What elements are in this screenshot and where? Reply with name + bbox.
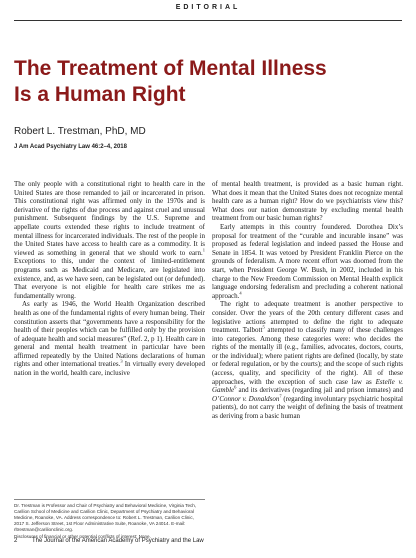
text-run: Exceptions to this, under the context of limited-entitlement programs such as Medicaid and Medicare, are legislated into existence, and, as we have seen, can be legislated out (or defunded). That everyone is not eligible for health care strikes me as fundamentally wrong. <box>14 257 205 300</box>
text-run: In virtually every developed nation in the world, health care, inclusive <box>14 360 205 378</box>
header-rule <box>14 20 402 21</box>
author-footnote <box>14 503 205 541</box>
reference-marker: 5 <box>262 324 265 330</box>
reference-marker: 6 <box>234 384 237 390</box>
section-label: EDITORIAL <box>175 4 241 11</box>
left-paragraph-1 <box>14 180 205 300</box>
journal-citation: J Am Acad Psychiatry Law 46:2–4, 2018 <box>14 144 127 150</box>
reference-marker: 4 <box>239 290 242 296</box>
title-line-1: The Treatment of Mental Illness <box>14 57 327 80</box>
right-paragraph-2 <box>212 223 403 300</box>
page-number: 2 <box>14 538 18 544</box>
case-name: O’Connor v. Donaldson <box>212 394 280 403</box>
text-run: (regarding involuntary psychiatric hospital patients), do not carry the weight of defining the basis of treatment as deriving from a basic human <box>212 394 403 421</box>
text-run: As early as 1946, the World Health Organization described health as one of the fundamental rights of every human being. Their constitution asserts that “governments have a responsibility for the health of their peoples which can be fulfilled only by the provision of adequate health and social measures” (Ref. 2, p 1). Health care in general and mental health treatment in particular have been affirmed repeatedly by the United Nations declarations of human rights and other international treaties. <box>14 300 205 369</box>
left-column <box>14 180 205 378</box>
text-run: of mental health treatment, is provided as a basic human right. What does it mean that the United States does not recognize mental health care as a human right? How do we psychiatrists view this? What does our nation demonstrate by excluding mental health treatment from our basic human rights? <box>212 180 403 223</box>
article-title <box>14 56 404 108</box>
reference-marker: 3 <box>120 359 123 365</box>
text-run: attempted to classify many of these challenges into categories. Among these categories were: who decides the rights of the mentally ill (e.g., families, advocates, doctors, courts, or the individual); where patient rights are defined (locally, by state or federal regulation, or by the courts); and the scope of such rights (access, quality, and specificity of the right). All of these approaches, with the exception of such case law as <box>212 326 403 386</box>
text-run: Early attempts in this country foundered. Dorothea Dix’s proposal for treatment of the “curable and incurable insane” was proposed as federal legislation and indeed passed the House and Senate in 1854. It was vetoed by President Franklin Pierce on the grounds of federalism. A more recent effort was doomed from the start, when President George W. Bush, in 2002, included in his charge to the New Freedom Commission on Mental Health explicit language endorsing federalism and precluding a coherent national approach. <box>212 222 403 300</box>
case-name: Estelle v. Gamble <box>212 377 403 395</box>
right-paragraph-3 <box>212 300 403 420</box>
right-paragraph-1 <box>212 180 403 223</box>
text-run: The only people with a constitutional right to health care in the United States are those remanded to jail or incarcerated in prison. This constitutional right was affirmed only in the 1970s and is derivative of the rights of due process and against cruel and unusual punishment. Subsequent findings by the U.S. Supreme and appellate courts extended these rights to include treatment of mental illness for incarcerated individuals. The rest of the people in the United States have access to health care as a commodity. It is viewed as something in general that we should work to earn. <box>14 180 205 257</box>
disclosure-note: Disclosures of financial or other potential conflicts of interest: None. <box>14 534 151 539</box>
journal-name: The Journal of the American Academy of Psychiatry and the Law <box>32 538 204 544</box>
footnote-rule <box>14 499 205 500</box>
title-line-2: Is a Human Right <box>14 83 186 106</box>
author-name: Robert L. Trestman, PhD, MD <box>14 126 146 137</box>
left-paragraph-2 <box>14 300 205 377</box>
right-column <box>212 180 403 421</box>
reference-marker: 7 <box>279 393 282 399</box>
reference-marker: 1 <box>202 247 205 253</box>
author-bio: Dr. Trestman is Professor and Chair of Psychiatry and Behavioral Medicine, Virginia Tech, Carilion School of Medicine and Carilion Clinic, Department of Psychiatry and Behavioral Medicine, Roanoke, VA. Address correspondence to: Robert L. Trestman, Carilion Clinic, 2017 S. Jefferson Street, 1st Floor Administrative Suite, Roanoke, VA 24014. E-mail: rltrestman@carilionclinic.org. <box>14 503 197 532</box>
text-run: and its derivatives (regarding jail and prison inmates) and <box>236 386 403 395</box>
text-run: The right to adequate treatment is another perspective to consider. Over the years of the 20th century different cases and legislative actions attempted to define the right to adequate treatment. Talbott <box>212 300 403 335</box>
